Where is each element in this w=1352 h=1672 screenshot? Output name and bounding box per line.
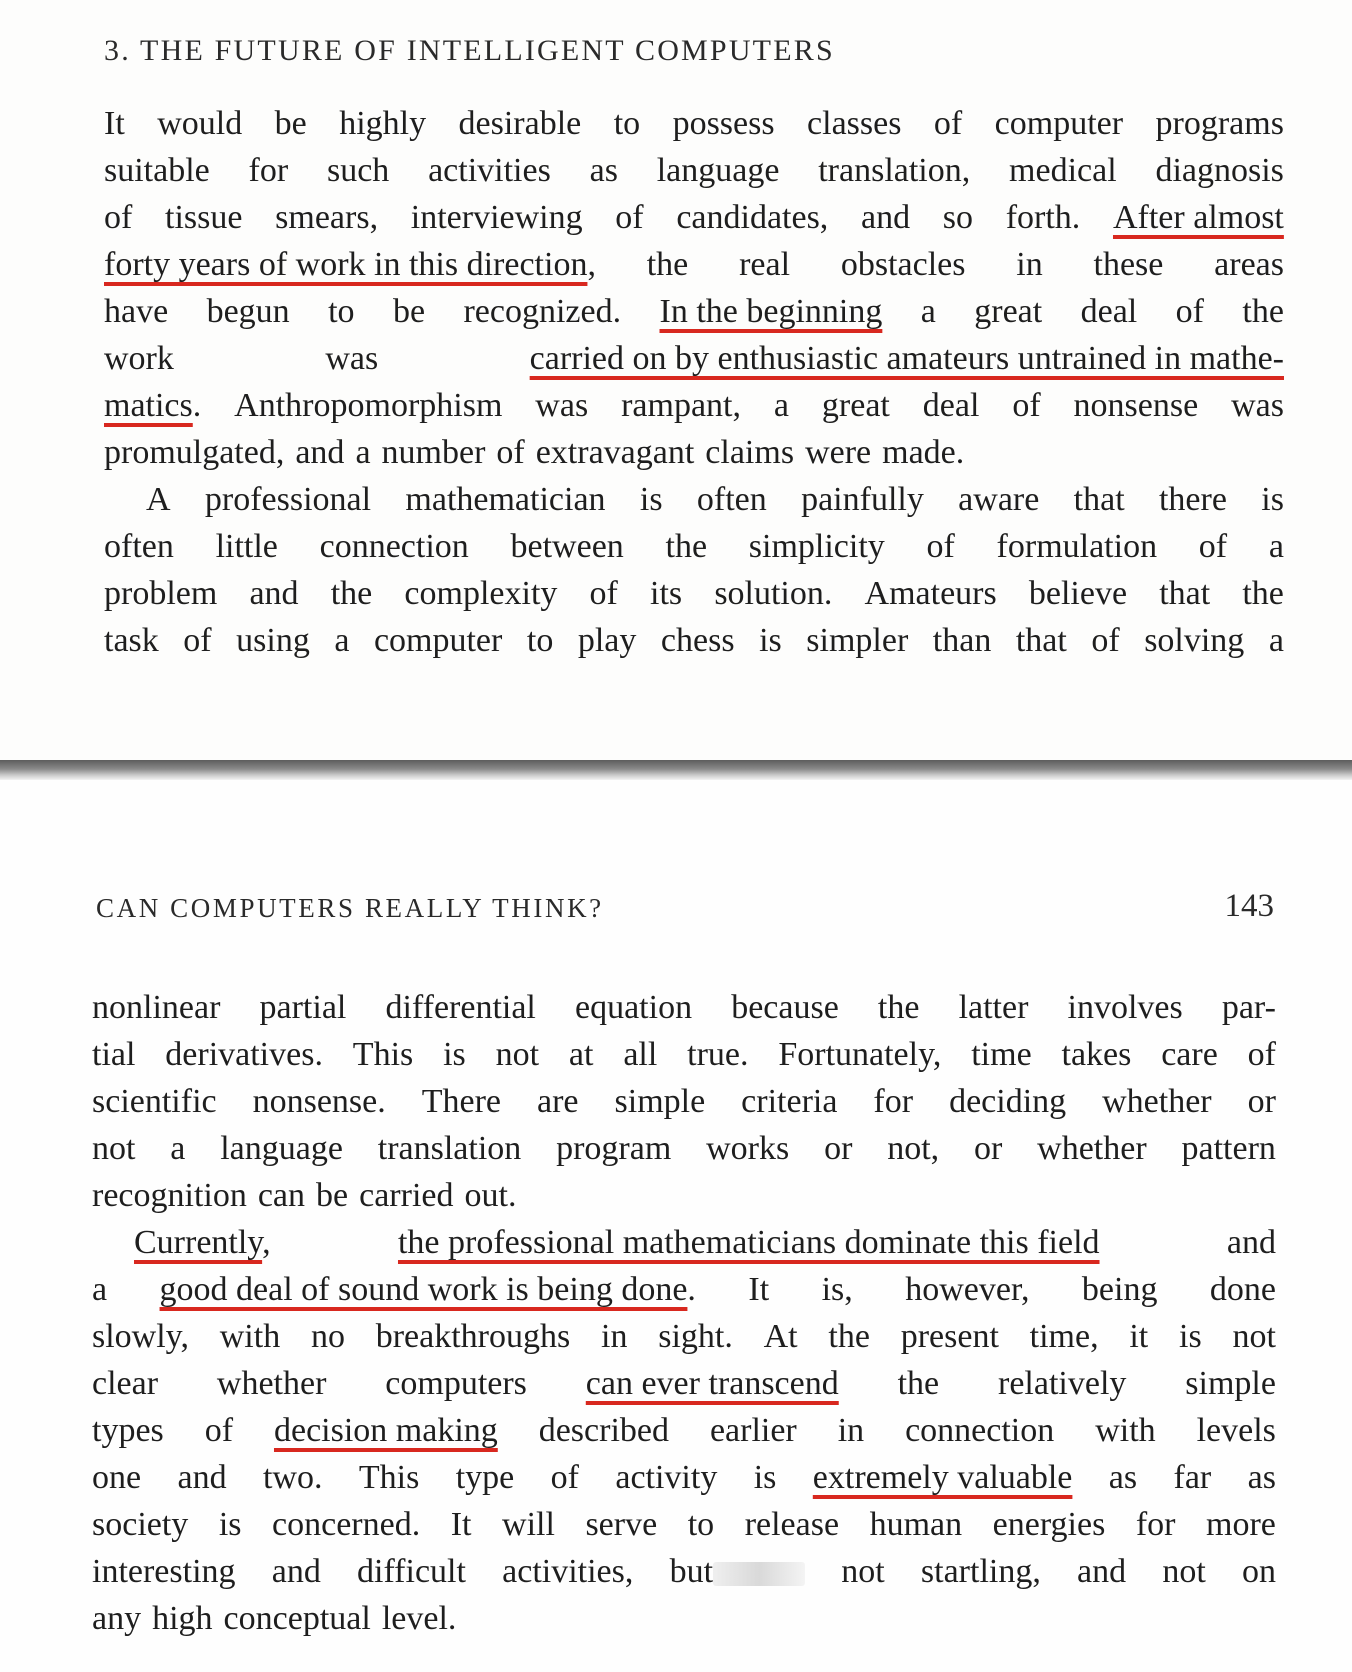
text-line: [104, 523, 1284, 570]
word: real: [739, 246, 791, 283]
word: nonsense.: [252, 1083, 386, 1120]
word: but: [670, 1548, 805, 1595]
word: have: [104, 293, 169, 330]
word: with: [219, 1318, 281, 1355]
word: are: [537, 1083, 579, 1120]
word: was: [1231, 387, 1284, 424]
word: types: [92, 1412, 164, 1449]
word: work: [104, 340, 174, 377]
word: however,: [905, 1271, 1030, 1308]
word: solution.: [714, 575, 833, 612]
word: pattern: [1181, 1130, 1276, 1167]
word: language: [220, 1130, 343, 1167]
word: equation: [575, 989, 693, 1026]
word: energies: [992, 1506, 1106, 1543]
word: conceptual: [223, 1600, 371, 1637]
word: a: [773, 387, 789, 424]
word: deciding: [949, 1083, 1067, 1120]
word: a: [1268, 528, 1284, 565]
word: There: [421, 1083, 502, 1120]
word: a: [1268, 622, 1284, 659]
word: partial: [259, 989, 347, 1026]
word: can: [257, 1177, 306, 1214]
word: is,: [821, 1271, 853, 1308]
word: of: [183, 622, 212, 659]
word: and: [861, 199, 911, 236]
word: Anthropomorphism: [234, 387, 503, 424]
word: was: [325, 340, 379, 377]
word: the: [665, 528, 708, 565]
page-divider: [0, 760, 1352, 780]
word: there: [1158, 481, 1227, 518]
word: concerned.: [272, 1506, 421, 1543]
redaction-blur: [713, 1562, 805, 1586]
word: is: [759, 622, 782, 659]
word: great: [821, 387, 890, 424]
word: obstacles: [840, 246, 966, 283]
underlined-phrase: [660, 288, 883, 335]
word: of: [615, 199, 644, 236]
word: simple: [1185, 1365, 1276, 1402]
word: whether: [1102, 1083, 1212, 1120]
word: program: [556, 1130, 672, 1167]
word: not: [92, 1130, 136, 1167]
word: computers: [385, 1365, 527, 1402]
word: to: [687, 1506, 715, 1543]
underlined-phrase: [1113, 194, 1284, 241]
word: present: [900, 1318, 999, 1355]
word: high: [152, 1600, 213, 1637]
word: not: [841, 1553, 885, 1590]
word: task: [104, 622, 159, 659]
running-head: CAN COMPUTERS REALLY THINK?: [96, 893, 604, 923]
word: a: [334, 622, 350, 659]
page-number: 143: [1224, 888, 1274, 924]
word: tial: [92, 1036, 136, 1073]
word: not: [495, 1036, 540, 1073]
word: the: [646, 246, 689, 283]
underlined-phrase: [530, 335, 1284, 382]
word: on: [1242, 1553, 1276, 1590]
word: breakthroughs: [375, 1318, 571, 1355]
word: play: [577, 622, 637, 659]
word: society: [92, 1506, 189, 1543]
text-line: [92, 1266, 1276, 1313]
underlined-phrase: Currently,: [134, 1224, 271, 1261]
word: that: [1073, 481, 1125, 518]
word: the: [1242, 575, 1284, 612]
word: for: [873, 1083, 914, 1120]
red-underline: extremely valuable: [812, 1459, 1073, 1496]
word: translation,: [818, 152, 971, 189]
word: not,: [887, 1130, 940, 1167]
word: the: [877, 989, 920, 1026]
word: as: [1108, 1459, 1138, 1496]
word: was: [535, 387, 589, 424]
word: all: [623, 1036, 658, 1073]
underlined-phrase: [398, 1219, 1100, 1266]
word: a: [920, 293, 936, 330]
word: is: [443, 1036, 466, 1073]
text-line: [92, 984, 1276, 1031]
word: of: [204, 1412, 234, 1449]
word: This: [358, 1459, 420, 1496]
word: computer: [373, 622, 503, 659]
text-line: [104, 100, 1284, 147]
word: possess: [672, 105, 775, 142]
word: in: [601, 1318, 628, 1355]
red-underline: decision making: [273, 1412, 498, 1449]
word: of: [1091, 622, 1120, 659]
word: diagnosis: [1155, 152, 1284, 189]
word: This: [352, 1036, 414, 1073]
text-line: [92, 1172, 1276, 1219]
word: little: [215, 528, 278, 565]
word: release: [744, 1506, 840, 1543]
text-line: [104, 241, 1284, 288]
word: the: [1242, 293, 1284, 330]
word: aware: [958, 481, 1040, 518]
red-underline: carried on by enthusiastic amateurs untrained in mathe-: [529, 340, 1284, 377]
text-line: [104, 288, 1284, 335]
word: classes: [807, 105, 902, 142]
word: serve: [585, 1506, 658, 1543]
word: and: [177, 1459, 227, 1496]
word: be: [274, 105, 307, 142]
top-page-scan: [0, 0, 1352, 760]
word: would: [157, 105, 243, 142]
text-line: [92, 1454, 1276, 1501]
text-line: [104, 476, 1284, 523]
text-line: [104, 147, 1284, 194]
word: par-: [1221, 989, 1276, 1026]
word: activity: [615, 1459, 718, 1496]
word: often: [696, 481, 767, 518]
word: great: [974, 293, 1043, 330]
word: is: [639, 481, 663, 518]
word: more: [1206, 1506, 1276, 1543]
word: relatively: [998, 1365, 1127, 1402]
word: and: [1077, 1553, 1127, 1590]
word: time: [971, 1036, 1032, 1073]
word: type: [455, 1459, 515, 1496]
word: of: [1247, 1036, 1276, 1073]
word: computer: [994, 105, 1124, 142]
word: being: [1081, 1271, 1158, 1308]
word: and: [271, 1553, 321, 1590]
word: be: [316, 1177, 349, 1214]
word: its: [650, 575, 683, 612]
text-line: [104, 617, 1284, 664]
word: chess: [660, 622, 735, 659]
word: It: [748, 1271, 770, 1308]
word: it: [1129, 1318, 1149, 1355]
word: works: [706, 1130, 790, 1167]
word: Amateurs: [864, 575, 997, 612]
word: simpler: [806, 622, 909, 659]
word: of: [496, 434, 525, 471]
word: described: [538, 1412, 669, 1449]
word: is: [1179, 1318, 1202, 1355]
word: latter: [958, 989, 1029, 1026]
word: not: [1162, 1553, 1206, 1590]
word: that: [1159, 575, 1211, 612]
text-line: [92, 1595, 1276, 1642]
word: and: [295, 434, 345, 471]
word: a: [92, 1271, 108, 1308]
word: out.: [464, 1177, 517, 1214]
word: were: [805, 434, 872, 471]
text-line: [92, 1360, 1276, 1407]
word: differential: [385, 989, 536, 1026]
word: the: [897, 1365, 940, 1402]
bottom-body-text: [92, 984, 1276, 1642]
word: translation: [377, 1130, 522, 1167]
word: It: [450, 1506, 472, 1543]
word: is: [218, 1506, 242, 1543]
word: done: [1209, 1271, 1276, 1308]
word: extravagant: [535, 434, 695, 471]
word: sight.: [658, 1318, 733, 1355]
word: made.: [882, 434, 965, 471]
word: deal: [1080, 293, 1138, 330]
word: clear: [92, 1365, 159, 1402]
word: of: [550, 1459, 579, 1496]
word: programs: [1155, 105, 1284, 142]
red-underline: forty years of work in this direction: [104, 246, 588, 283]
word: promulgated,: [104, 434, 285, 471]
red-underline: After almost: [1112, 199, 1284, 236]
word: these: [1093, 246, 1164, 283]
word: is: [753, 1459, 777, 1496]
word: the: [828, 1318, 870, 1355]
word: simplicity: [748, 528, 885, 565]
word: a: [355, 434, 371, 471]
word: nonlinear: [92, 989, 221, 1026]
word: than: [932, 622, 992, 659]
word: and: [249, 575, 299, 612]
word: startling,: [920, 1553, 1041, 1590]
word: formulation: [996, 528, 1158, 565]
word: begun: [206, 293, 290, 330]
underlined-phrase: forty years of work in this direction,: [104, 246, 596, 283]
word: forth.: [1005, 199, 1081, 236]
text-line: [104, 335, 1284, 382]
text-line: [92, 1078, 1276, 1125]
word: levels: [1196, 1412, 1276, 1449]
red-underline: matics: [104, 387, 193, 424]
word: will: [502, 1506, 555, 1543]
text-line: [104, 570, 1284, 617]
word: problem: [104, 575, 218, 612]
word: in: [1016, 246, 1043, 283]
word: areas: [1214, 246, 1284, 283]
word: far: [1173, 1459, 1212, 1496]
text-line: [104, 429, 1284, 476]
word: is: [1261, 481, 1284, 518]
word: for: [1135, 1506, 1176, 1543]
word: carried: [359, 1177, 454, 1214]
word: believe: [1028, 575, 1128, 612]
word: scientific: [92, 1083, 217, 1120]
word: simple: [614, 1083, 706, 1120]
section-heading: 3. THE FUTURE OF INTELLIGENT COMPUTERS: [104, 34, 835, 67]
word: of: [1175, 293, 1204, 330]
word: At: [763, 1318, 798, 1355]
word: deal: [922, 387, 980, 424]
word: be: [392, 293, 426, 330]
word: time,: [1029, 1318, 1099, 1355]
word: using: [236, 622, 310, 659]
word: painfully: [801, 481, 924, 518]
word: of: [104, 199, 133, 236]
word: two.: [262, 1459, 323, 1496]
word: mathematician: [405, 481, 606, 518]
word: It: [104, 105, 125, 142]
word: no: [310, 1318, 345, 1355]
word: between: [510, 528, 624, 565]
red-underline: can ever transcend: [585, 1365, 839, 1402]
word: rampant,: [621, 387, 741, 424]
word: level.: [381, 1600, 457, 1637]
word: earlier: [709, 1412, 797, 1449]
word: such: [326, 152, 390, 189]
word: recognition: [92, 1177, 247, 1214]
word: interviewing: [410, 199, 583, 236]
word: connection: [905, 1412, 1055, 1449]
word: to: [328, 293, 355, 330]
red-underline: In the beginning: [659, 293, 883, 330]
word: number: [381, 434, 486, 471]
word: complexity: [404, 575, 558, 612]
word: whether: [1037, 1130, 1147, 1167]
red-underline: the professional mathematicians dominate this field: [397, 1224, 1100, 1261]
word: medical: [1009, 152, 1117, 189]
word: in: [837, 1412, 865, 1449]
underlined-phrase: matics.: [104, 387, 202, 424]
word: one: [92, 1459, 142, 1496]
word: candidates,: [676, 199, 829, 236]
word: of: [589, 575, 618, 612]
text-line: [92, 1407, 1276, 1454]
underlined-phrase: [586, 1360, 839, 1407]
word: nonsense: [1073, 387, 1199, 424]
word: criteria: [741, 1083, 838, 1120]
word: because: [731, 989, 839, 1026]
word: takes: [1061, 1036, 1132, 1073]
word: difficult: [357, 1553, 466, 1590]
word: activities,: [502, 1553, 634, 1590]
word: at: [568, 1036, 594, 1073]
word: tissue: [165, 199, 243, 236]
underlined-phrase: [813, 1454, 1073, 1501]
word: that: [1015, 622, 1067, 659]
text-line: [92, 1548, 1276, 1595]
text-line: [104, 382, 1284, 429]
word: smears,: [275, 199, 379, 236]
word: activities: [428, 152, 551, 189]
word: as: [1247, 1459, 1276, 1496]
word: desirable: [458, 105, 582, 142]
word: care: [1161, 1036, 1218, 1073]
word: of: [933, 105, 963, 142]
word: professional: [204, 481, 372, 518]
word: true.: [687, 1036, 749, 1073]
word: solving: [1144, 622, 1245, 659]
word: or: [1247, 1083, 1276, 1120]
text-line: [104, 194, 1284, 241]
word: suitable: [104, 152, 210, 189]
word: A: [146, 481, 171, 518]
word: of: [926, 528, 955, 565]
word: to: [613, 105, 641, 142]
word: or: [824, 1130, 853, 1167]
word: not: [1232, 1318, 1276, 1355]
word: to: [526, 622, 554, 659]
word: slowly,: [92, 1318, 189, 1355]
word: and: [1226, 1224, 1276, 1261]
word: recognized.: [463, 293, 622, 330]
underlined-phrase: good deal of sound work is being done.: [159, 1271, 696, 1308]
word: involves: [1067, 989, 1183, 1026]
text-line: [92, 1219, 1276, 1266]
word: so: [942, 199, 974, 236]
word: claims: [705, 434, 795, 471]
word: highly: [339, 105, 427, 142]
word: derivatives.: [165, 1036, 323, 1073]
word: of: [1012, 387, 1041, 424]
underlined-phrase: [274, 1407, 498, 1454]
text-line: [92, 1313, 1276, 1360]
text-line: [92, 1501, 1276, 1548]
word: whether: [216, 1365, 327, 1402]
word: any: [92, 1600, 142, 1637]
word: or: [974, 1130, 1003, 1167]
text-line: [92, 1031, 1276, 1078]
word: Fortunately,: [778, 1036, 942, 1073]
word: a: [170, 1130, 186, 1167]
word: often: [104, 528, 174, 565]
word: for: [248, 152, 289, 189]
word: with: [1095, 1412, 1156, 1449]
word: connection: [319, 528, 469, 565]
word: as: [589, 152, 618, 189]
word: interesting: [92, 1553, 236, 1590]
word: human: [869, 1506, 963, 1543]
word: language: [656, 152, 780, 189]
word: the: [330, 575, 373, 612]
red-underline: Currently: [134, 1224, 263, 1261]
text-line: [92, 1125, 1276, 1172]
word: of: [1198, 528, 1228, 565]
red-underline: good deal of sound work is being done: [159, 1271, 688, 1308]
top-body-text: [104, 100, 1284, 664]
